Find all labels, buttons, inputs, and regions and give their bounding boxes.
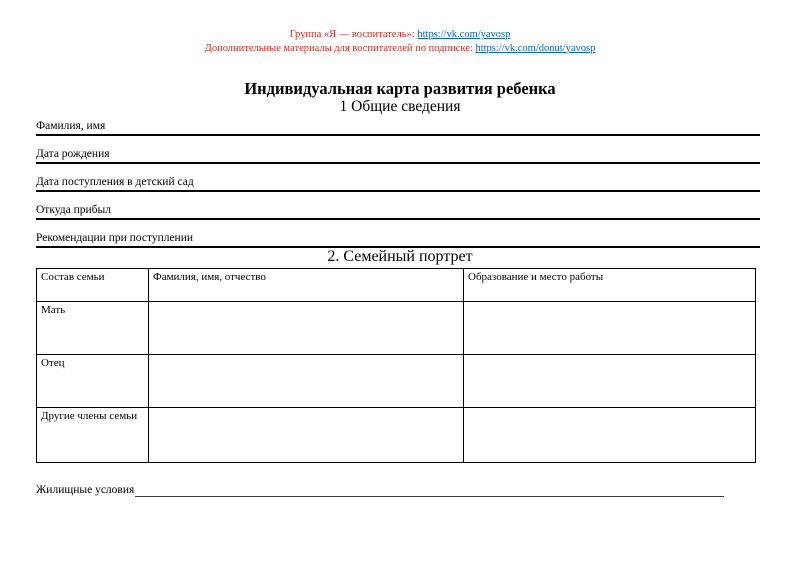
field-recommendations-label: Рекомендации при поступлении <box>36 232 194 244</box>
family-portrait-table <box>36 268 756 463</box>
table-header-row <box>37 269 756 302</box>
table-row-father <box>37 355 756 408</box>
column-header-full-name: Фамилия, имя, отчество <box>149 269 464 302</box>
document-title: Индивидуальная карта развития ребенка <box>244 79 556 98</box>
general-info-fields <box>36 116 760 248</box>
section2-heading: 2. Семейный портрет <box>327 248 473 265</box>
field-admission-date-label: Дата поступления в детский сад <box>36 176 194 188</box>
field-birth-date <box>36 136 760 164</box>
field-arrived-from <box>36 192 760 220</box>
housing-conditions-label: Жилищные условия <box>36 484 135 496</box>
row-other-members-fio-cell[interactable] <box>149 408 464 463</box>
table-row-mother <box>37 302 756 355</box>
field-admission-date <box>36 164 760 192</box>
promo-link-donut-yavosp[interactable]: https://vk.com/donut/yavosp <box>475 42 596 54</box>
row-mother-education-cell[interactable] <box>464 302 756 355</box>
field-arrived-from-label: Откуда прибыл <box>36 204 111 216</box>
row-other-members-education-cell[interactable] <box>464 408 756 463</box>
housing-conditions-fill-line[interactable] <box>135 484 724 497</box>
promo-line-2-text: Дополнительные материалы для воспитателей по подписке: <box>204 42 476 54</box>
row-father-fio-cell[interactable] <box>149 355 464 408</box>
field-surname-name <box>36 116 760 136</box>
promo-line-1-text: Группа «Я — воспитатель»: <box>289 29 418 40</box>
column-header-education-work: Образование и место работы <box>464 269 756 302</box>
field-recommendations <box>36 220 760 248</box>
row-mother-fio-cell[interactable] <box>149 302 464 355</box>
promo-link-yavosp[interactable]: https://vk.com/yavosp <box>417 29 511 40</box>
table-row-other-members <box>37 408 756 463</box>
column-header-family-composition: Состав семьи <box>37 269 149 302</box>
field-birth-date-label: Дата рождения <box>36 148 110 160</box>
field-surname-name-label: Фамилия, имя <box>36 120 106 132</box>
promo-header <box>0 0 800 55</box>
housing-conditions-field <box>36 484 724 497</box>
section1-heading: 1 Общие сведения <box>339 98 461 115</box>
row-mother-label: Мать <box>37 302 149 355</box>
row-father-label: Отец <box>37 355 149 408</box>
row-other-members-label: Другие члены семьи <box>37 408 149 463</box>
promo-line-1 <box>0 28 800 42</box>
promo-line-2 <box>0 42 800 56</box>
row-father-education-cell[interactable] <box>464 355 756 408</box>
